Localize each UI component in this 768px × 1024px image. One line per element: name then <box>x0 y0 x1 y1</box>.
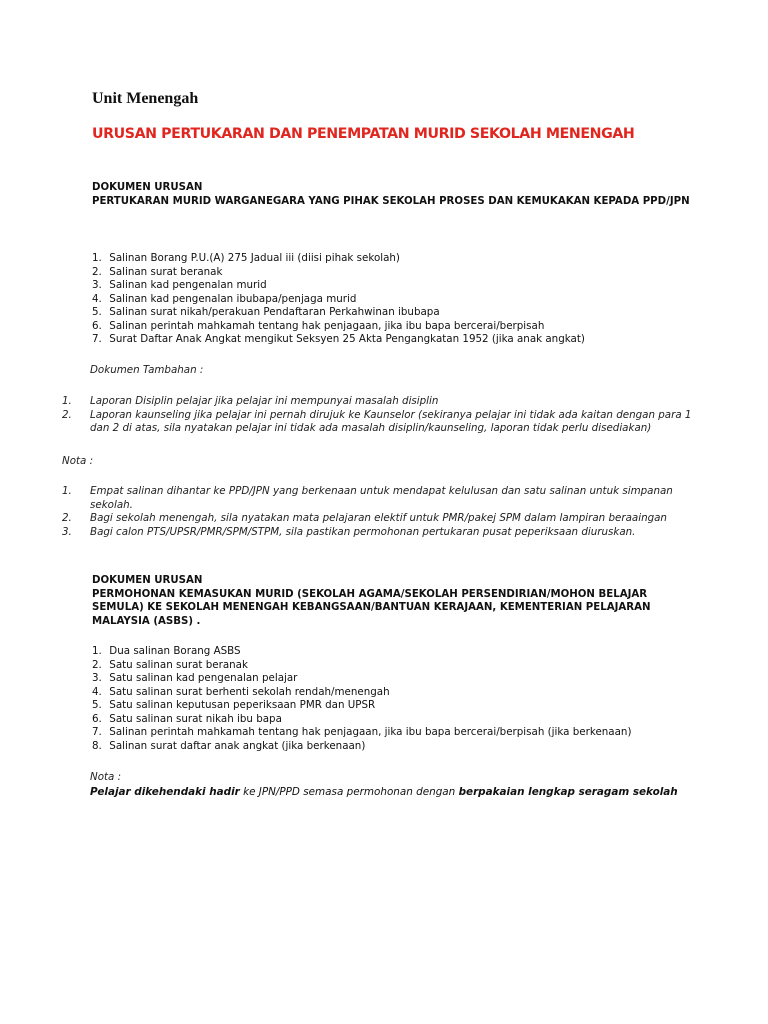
section1-document-list <box>92 252 585 347</box>
list-item: 2. Bagi sekolah menengah, sila nyatakan mata pelajaran elektif untuk PMR/pakej SPM dalam lampiran beraaingan <box>62 512 667 524</box>
list-item: 7. Surat Daftar Anak Angkat mengikut Seksyen 25 Akta Pengangkatan 1952 (jika anak angkat) <box>92 333 585 345</box>
final-note-bold-2: berpakaian lengkap seragam sekolah <box>458 786 678 798</box>
section1-label: DOKUMEN URUSAN <box>92 182 203 193</box>
list-item: 1. Dua salinan Borang ASBS <box>92 645 241 657</box>
list-item: 3. Satu salinan kad pengenalan pelajar <box>92 672 298 684</box>
list-item: 1. Empat salinan dihantar ke PPD/JPN yang berkenaan untuk mendapat kelulusan dan satu salinan untuk simpanan sekolah. <box>62 485 673 511</box>
final-note <box>90 786 678 798</box>
main-title: URUSAN PERTUKARAN DAN PENEMPATAN MURID SEKOLAH MENENGAH <box>92 126 635 142</box>
list-item: 6. Salinan perintah mahkamah tentang hak penjagaan, jika ibu bapa bercerai/berpisah <box>92 319 545 332</box>
section2-document-list <box>92 645 631 753</box>
list-item: 7. Salinan perintah mahkamah tentang hak penjagaan, jika ibu bapa bercerai/berpisah (jika berkenaan) <box>92 726 632 738</box>
section2-label: DOKUMEN URUSAN <box>92 575 203 586</box>
list-item: 2. Salinan surat beranak <box>92 265 223 278</box>
list-item: 5. Salinan surat nikah/perakuan Pendaftaran Perkahwinan ibubapa <box>92 306 440 318</box>
list-item: 8. Salinan surat daftar anak angkat (jika berkenaan) <box>92 739 366 752</box>
list-item: 1. Laporan Disiplin pelajar jika pelajar ini mempunyai masalah disiplin <box>62 395 439 407</box>
section2-heading: PERMOHONAN KEMASUKAN MURID (SEKOLAH AGAMA/SEKOLAH PERSENDIRIAN/MOHON BELAJAR SEMULA) KE SEKOLAH MENENGAH KEBANGSAAN/BANTUAN KERAJAAN, KEMENTERIAN PELAJARAN MALAYSIA (ASBS) . <box>92 588 651 627</box>
list-item: 4. Salinan kad pengenalan ibubapa/penjaga murid <box>92 292 357 305</box>
list-item: 3. Bagi calon PTS/UPSR/PMR/SPM/STPM, sila pastikan permohonan pertukaran pusat peperiksaan diuruskan. <box>62 525 636 538</box>
tambahan-label: Dokumen Tambahan : <box>90 364 204 376</box>
nota-list <box>62 485 702 539</box>
section2-nota-label: Nota : <box>90 771 122 783</box>
unit-title: Unit Menengah <box>92 90 199 107</box>
final-note-bold-1: Pelajar dikehendaki hadir <box>90 786 240 798</box>
section1-header <box>92 181 692 208</box>
list-item: 3. Salinan kad pengenalan murid <box>92 279 267 291</box>
section1-heading: PERTUKARAN MURID WARGANEGARA YANG PIHAK SEKOLAH PROSES DAN KEMUKAKAN KEPADA PPD/JPN <box>92 195 690 207</box>
final-note-mid: ke JPN/PPD semasa permohonan dengan <box>239 786 459 798</box>
list-item: 2. Satu salinan surat beranak <box>92 658 248 671</box>
section2-header <box>92 574 692 628</box>
list-item: 4. Satu salinan surat berhenti sekolah rendah/menengah <box>92 685 390 698</box>
list-item: 1. Salinan Borang P.U.(A) 275 Jadual iii (diisi pihak sekolah) <box>92 252 400 264</box>
list-item: 2. Laporan kaunseling jika pelajar ini pernah dirujuk ke Kaunselor (sekiranya pelajar ini tidak ada kaitan dengan para 1 dan 2 di atas, sila nyatakan pelajar ini tidak ada masalah disiplin/kaunseling, laporan tidak perlu disediakan) <box>62 408 692 434</box>
list-item: 6. Satu salinan surat nikah ibu bapa <box>92 712 282 725</box>
tambahan-list <box>62 395 702 436</box>
list-item: 5. Satu salinan keputusan peperiksaan PMR dan UPSR <box>92 699 376 711</box>
nota-label: Nota : <box>62 455 94 467</box>
